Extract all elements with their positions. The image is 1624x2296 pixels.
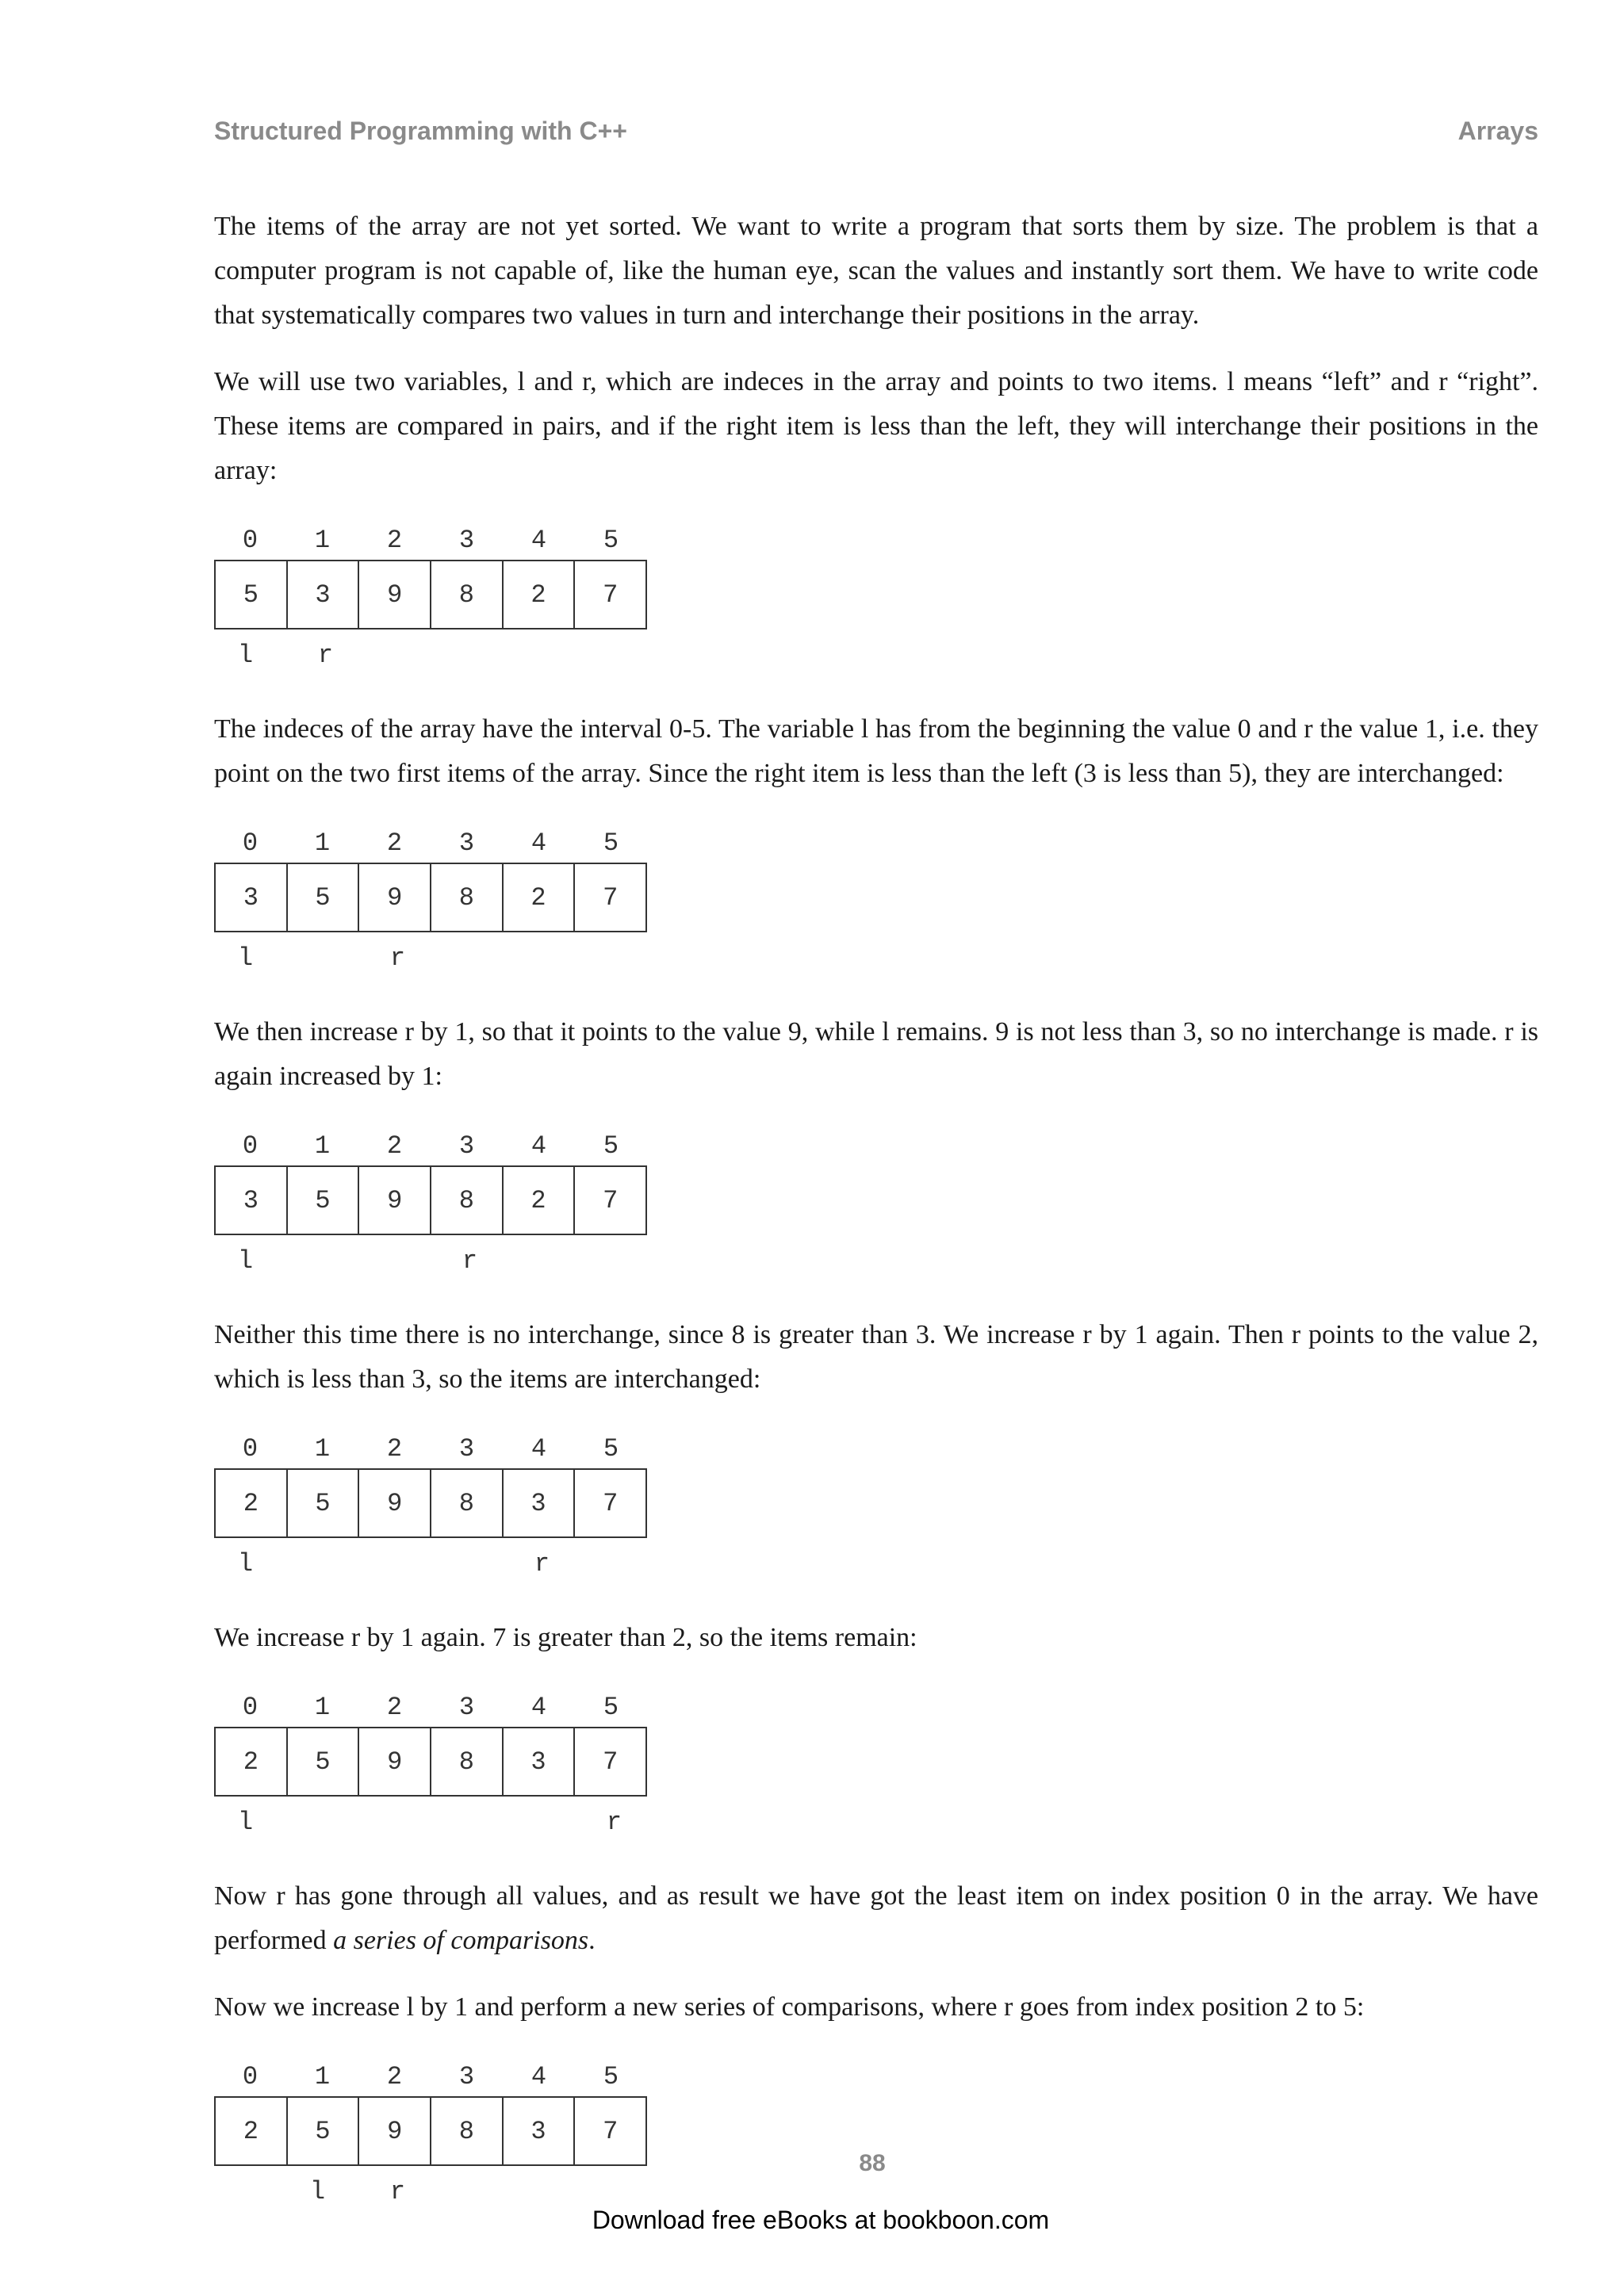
pointer-row bbox=[214, 629, 658, 680]
index-label: 0 bbox=[242, 1693, 259, 1722]
index-label: 0 bbox=[242, 1131, 259, 1161]
index-label: 4 bbox=[530, 2062, 547, 2091]
index-label: 4 bbox=[530, 828, 547, 858]
array-cell: 3 bbox=[502, 1470, 574, 1536]
paragraph-series bbox=[214, 1874, 1538, 1963]
array-cell: 9 bbox=[358, 1470, 430, 1536]
index-label: 1 bbox=[314, 1434, 331, 1464]
array-cell: 7 bbox=[573, 561, 645, 628]
page-content bbox=[214, 205, 1538, 2244]
array-cell: 2 bbox=[243, 1747, 259, 1777]
array-cell: 2 bbox=[243, 1488, 259, 1518]
array-cell: 3 bbox=[502, 2098, 574, 2164]
array-diagram bbox=[214, 1429, 658, 1589]
pointer-l: l bbox=[237, 1808, 254, 1837]
index-row bbox=[214, 1687, 658, 1722]
array-cell: 8 bbox=[430, 864, 502, 931]
index-label: 5 bbox=[603, 1693, 619, 1722]
pointer-l: l bbox=[309, 2177, 326, 2206]
index-label: 0 bbox=[242, 2062, 259, 2091]
chapter-title: Arrays bbox=[1457, 116, 1538, 145]
array-diagram bbox=[214, 1687, 658, 1847]
array-cell: 3 bbox=[502, 1728, 574, 1795]
array-cell: 9 bbox=[358, 2098, 430, 2164]
index-label: 2 bbox=[386, 1434, 403, 1464]
index-label: 1 bbox=[314, 1693, 331, 1722]
paragraph-increase-r: We then increase r by 1, so that it points to the value 9, while l remains. 9 is not less than 3, so no interchange is made. r is again increased by 1: bbox=[214, 1017, 1538, 1091]
index-label: 4 bbox=[530, 526, 547, 555]
paragraph-items-remain: We increase r by 1 again. 7 is greater than 2, so the items remain: bbox=[214, 1623, 917, 1652]
array-cell: 7 bbox=[573, 1728, 645, 1795]
index-row bbox=[214, 823, 658, 858]
array-cell: 7 bbox=[573, 1167, 645, 1234]
pointer-l: l bbox=[237, 943, 254, 973]
array-cell: 5 bbox=[286, 1470, 358, 1536]
array-diagram bbox=[214, 823, 658, 983]
array-cell: 5 bbox=[286, 864, 358, 931]
index-label: 5 bbox=[603, 2062, 619, 2091]
pointer-l: l bbox=[237, 1549, 254, 1578]
array-cell: 2 bbox=[502, 1167, 574, 1234]
array-cell: 3 bbox=[243, 1185, 259, 1215]
array-cell: 8 bbox=[430, 2098, 502, 2164]
index-row bbox=[214, 2057, 658, 2091]
index-label: 0 bbox=[242, 828, 259, 858]
pointer-row bbox=[214, 932, 658, 983]
array-diagram bbox=[214, 520, 658, 680]
index-label: 3 bbox=[458, 1434, 475, 1464]
array-cell: 2 bbox=[502, 561, 574, 628]
download-footer: Download free eBooks at bookboon.com bbox=[592, 2206, 1050, 2234]
book-title: Structured Programming with C++ bbox=[214, 116, 627, 145]
pointer-l: l bbox=[237, 641, 254, 670]
index-label: 5 bbox=[603, 526, 619, 555]
paragraph-no-interchange: Neither this time there is no interchange, since 8 is greater than 3. We increase r by 1 again. Then r points to the value 2, which is less than 3, so the items are interchanged: bbox=[214, 1320, 1538, 1394]
index-label: 2 bbox=[386, 1131, 403, 1161]
index-label: 1 bbox=[314, 2062, 331, 2091]
page-number: 88 bbox=[859, 2150, 886, 2176]
pointer-row bbox=[214, 1797, 658, 1847]
array-cell: 7 bbox=[573, 864, 645, 931]
pointer-l: l bbox=[237, 1246, 254, 1276]
array-cell: 9 bbox=[358, 1167, 430, 1234]
pointer-r: r bbox=[317, 641, 334, 670]
array-cells bbox=[214, 863, 647, 932]
array-cells bbox=[214, 560, 647, 629]
series-emphasis: a series of comparisons bbox=[333, 1926, 589, 1955]
index-row bbox=[214, 1429, 658, 1464]
paragraph-new-series: Now we increase l by 1 and perform a new series of comparisons, where r goes from index position 2 to 5: bbox=[214, 1992, 1365, 2022]
index-label: 2 bbox=[386, 1693, 403, 1722]
index-label: 3 bbox=[458, 1693, 475, 1722]
index-label: 1 bbox=[314, 1131, 331, 1161]
paragraph-intro: The items of the array are not yet sorted. We want to write a program that sorts them by size. The problem is that a computer program is not capable of, like the human eye, scan the values and instantly sort them. We have to write code that systematically compares two values in turn and interchange their positions in the array. bbox=[214, 212, 1538, 330]
index-label: 2 bbox=[386, 526, 403, 555]
array-cell: 8 bbox=[430, 1728, 502, 1795]
pointer-row bbox=[214, 1235, 658, 1286]
array-cell: 5 bbox=[286, 1728, 358, 1795]
array-cell: 8 bbox=[430, 1167, 502, 1234]
index-label: 0 bbox=[242, 526, 259, 555]
index-label: 5 bbox=[603, 1434, 619, 1464]
array-diagram bbox=[214, 2057, 658, 2217]
pointer-r: r bbox=[389, 943, 406, 973]
array-cell: 3 bbox=[286, 561, 358, 628]
page-header bbox=[214, 111, 1538, 151]
array-cell: 3 bbox=[243, 882, 259, 913]
index-label: 3 bbox=[458, 1131, 475, 1161]
pointer-row bbox=[214, 1538, 658, 1589]
paragraph-variables: We will use two variables, l and r, which are indeces in the array and points to two items. l means “left” and r “right”. These items are compared in pairs, and if the right item is less than the left, they will interchange their positions in the array: bbox=[214, 367, 1538, 485]
index-label: 4 bbox=[530, 1434, 547, 1464]
array-cell: 2 bbox=[243, 2116, 259, 2146]
index-label: 5 bbox=[603, 828, 619, 858]
index-label: 3 bbox=[458, 2062, 475, 2091]
index-label: 0 bbox=[242, 1434, 259, 1464]
array-cell: 7 bbox=[573, 1470, 645, 1536]
pointer-r: r bbox=[389, 2177, 406, 2206]
array-cell: 2 bbox=[502, 864, 574, 931]
pointer-r: r bbox=[462, 1246, 478, 1276]
array-cell: 5 bbox=[286, 1167, 358, 1234]
array-cell: 9 bbox=[358, 561, 430, 628]
array-cell: 7 bbox=[573, 2098, 645, 2164]
index-label: 1 bbox=[314, 828, 331, 858]
array-cells bbox=[214, 1468, 647, 1538]
index-label: 3 bbox=[458, 828, 475, 858]
array-cells bbox=[214, 1165, 647, 1235]
array-diagram bbox=[214, 1126, 658, 1286]
index-label: 5 bbox=[603, 1131, 619, 1161]
array-cell: 9 bbox=[358, 864, 430, 931]
paragraph-interval: The indeces of the array have the interval 0-5. The variable l has from the beginning the value 0 and r the value 1, i.e. they point on the two first items of the array. Since the right item is less than the left (3 is less than 5), they are interchanged: bbox=[214, 714, 1538, 788]
array-cell: 5 bbox=[243, 580, 259, 610]
index-label: 4 bbox=[530, 1693, 547, 1722]
array-cell: 8 bbox=[430, 1470, 502, 1536]
pointer-r: r bbox=[534, 1549, 550, 1578]
index-label: 2 bbox=[386, 2062, 403, 2091]
array-cell: 9 bbox=[358, 1728, 430, 1795]
index-label: 1 bbox=[314, 526, 331, 555]
index-row bbox=[214, 520, 658, 555]
array-cell: 8 bbox=[430, 561, 502, 628]
index-label: 2 bbox=[386, 828, 403, 858]
pointer-r: r bbox=[606, 1808, 622, 1837]
array-cells bbox=[214, 1727, 647, 1797]
series-text-start: Now r has gone through all values, and as result we have got the least item on index position 0 in the array. We have performed bbox=[214, 1881, 1538, 1955]
index-label: 4 bbox=[530, 1131, 547, 1161]
index-label: 3 bbox=[458, 526, 475, 555]
index-row bbox=[214, 1126, 658, 1161]
array-cell: 5 bbox=[286, 2098, 358, 2164]
series-text-end: . bbox=[588, 1926, 596, 1955]
